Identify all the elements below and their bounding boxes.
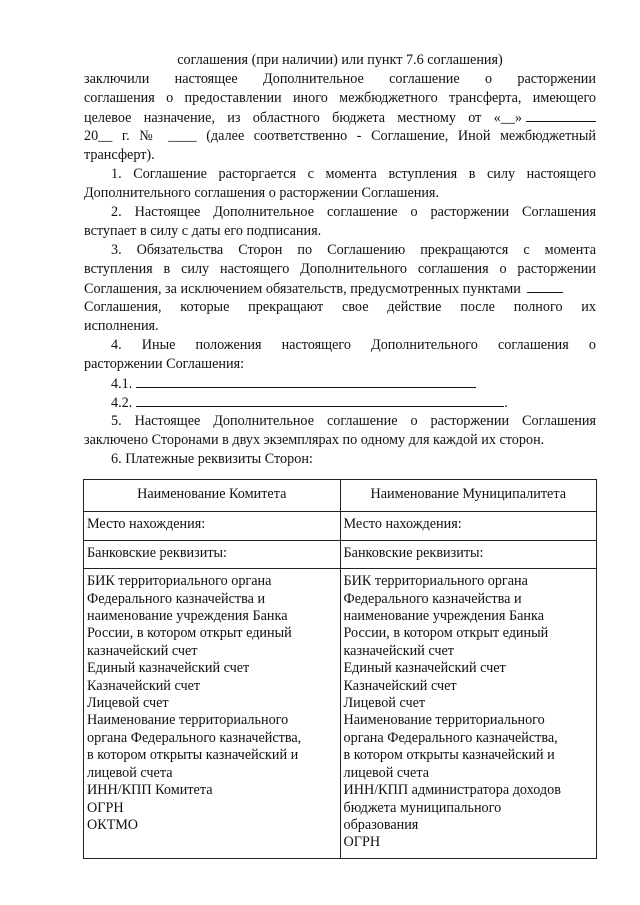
text-line-5: 20__ г. № ____ (далее соответственно - Соглашение, Иной межбюджетный bbox=[84, 128, 596, 144]
fill-blank-4-2 bbox=[136, 394, 504, 407]
text-line-4-text: целевое назначение, из областного бюджета местному от «__» bbox=[84, 110, 522, 126]
text-line-6: трансферт). bbox=[84, 147, 155, 163]
municipality-detail-line: бюджета муниципального bbox=[343, 799, 502, 816]
clause-2-line-2: вступает в силу с даты его подписания. bbox=[84, 223, 322, 239]
municipality-detail-line: Единый казначейский счет bbox=[343, 660, 506, 677]
clause-5-line-1: 5. Настоящее Дополнительное соглашение о расторжении Соглашения bbox=[111, 413, 596, 429]
table-row-location bbox=[84, 512, 597, 540]
clause-5-line-2: заключено Сторонами в двух экземплярах по одному для каждой их сторон. bbox=[84, 432, 545, 448]
table-row-header bbox=[84, 480, 597, 512]
municipality-detail-line: Федерального казначейства и bbox=[343, 590, 522, 607]
committee-location: Место нахождения: bbox=[84, 512, 341, 540]
committee-detail-line: ОКТМО bbox=[87, 816, 139, 833]
fill-blank-4-1 bbox=[136, 375, 476, 388]
committee-detail-line: лицевой счета bbox=[87, 764, 173, 781]
clause-3-line-4: Соглашения, которые прекращают свое действие после полного их bbox=[84, 299, 596, 315]
header-municipality: Наименование Муниципалитета bbox=[340, 480, 597, 512]
clause-3-line-5: исполнения. bbox=[84, 318, 159, 334]
committee-detail-line: Лицевой счет bbox=[87, 695, 169, 712]
committee-detail-line: БИК территориального органа bbox=[87, 573, 272, 590]
clause-1-line-1: 1. Соглашение расторгается с момента вступления в силу настоящего bbox=[111, 166, 596, 182]
clause-4-2-label: 4.2. bbox=[111, 395, 133, 411]
committee-detail-line: органа Федерального казначейства, bbox=[87, 729, 302, 746]
municipality-detail-line: наименование учреждения Банка bbox=[343, 608, 544, 625]
municipality-location: Место нахождения: bbox=[340, 512, 597, 540]
committee-detail-line: Наименование территориального bbox=[87, 712, 289, 729]
municipality-details bbox=[340, 569, 597, 859]
committee-detail-line: наименование учреждения Банка bbox=[87, 608, 288, 625]
clause-3-line-1: 3. Обязательства Сторон по Соглашению прекращаются с момента bbox=[111, 242, 596, 258]
committee-bank: Банковские реквизиты: bbox=[84, 540, 341, 568]
committee-details bbox=[84, 569, 341, 859]
clause-4-line-2: расторжении Соглашения: bbox=[84, 356, 245, 372]
committee-detail-line: Единый казначейский счет bbox=[87, 660, 250, 677]
text-line-1: соглашения (при наличии) или пункт 7.6 соглашения) bbox=[177, 52, 503, 68]
municipality-detail-line: Казначейский счет bbox=[343, 677, 457, 694]
municipality-detail-line: казначейский счет bbox=[343, 642, 454, 659]
municipality-bank: Банковские реквизиты: bbox=[340, 540, 597, 568]
clause-2-line-1: 2. Настоящее Дополнительное соглашение о расторжении Соглашения bbox=[111, 204, 596, 220]
clause-4-1 bbox=[111, 375, 596, 393]
committee-detail-line: в котором открыты казначейский и bbox=[87, 747, 299, 764]
committee-detail-line: ИНН/КПП Комитета bbox=[87, 782, 213, 799]
committee-detail-line: ОГРН bbox=[87, 799, 124, 816]
municipality-detail-line: Наименование территориального bbox=[343, 712, 545, 729]
municipality-detail-line: лицевой счета bbox=[343, 764, 430, 781]
municipality-detail-line: Лицевой счет bbox=[343, 695, 426, 712]
clause-4-line-1: 4. Иные положения настоящего Дополнительного соглашения о bbox=[111, 337, 596, 353]
text-line-4 bbox=[84, 109, 596, 127]
header-committee: Наименование Комитета bbox=[84, 480, 341, 512]
committee-detail-line: Казначейский счет bbox=[87, 677, 201, 694]
table-row-bank bbox=[84, 540, 597, 568]
committee-detail-line: казначейский счет bbox=[87, 642, 198, 659]
text-line-2: заключили настоящее Дополнительное соглашение о расторжении bbox=[84, 71, 596, 87]
municipality-detail-line: в котором открыты казначейский и bbox=[343, 747, 555, 764]
clause-4-2 bbox=[111, 394, 596, 412]
fill-blank-points bbox=[527, 280, 563, 293]
committee-detail-line: России, в котором открыт единый bbox=[87, 625, 292, 642]
clause-1-line-2: Дополнительного соглашения о расторжении Соглашения. bbox=[84, 185, 439, 201]
fill-blank-date bbox=[526, 109, 596, 122]
clause-6: 6. Платежные реквизиты Сторон: bbox=[111, 451, 313, 467]
text-line-3: соглашения о предоставлении иного межбюджетного трансферта, имеющего bbox=[84, 90, 596, 106]
municipality-detail-line: ОГРН bbox=[343, 834, 381, 851]
municipality-detail-line: России, в котором открыт единый bbox=[343, 625, 549, 642]
municipality-detail-line: ИНН/КПП администратора доходов bbox=[343, 782, 561, 799]
municipality-detail-line: органа Федерального казначейства, bbox=[343, 729, 558, 746]
clause-3-line-3 bbox=[84, 280, 596, 298]
committee-detail-line: Федерального казначейства и bbox=[87, 590, 266, 607]
municipality-detail-line: БИК территориального органа bbox=[343, 573, 528, 590]
clause-4-1-label: 4.1. bbox=[111, 376, 133, 392]
clause-3-line-2: вступления в силу настоящего Дополнительного соглашения о расторжении bbox=[84, 261, 596, 277]
requisites-table bbox=[83, 479, 597, 859]
table-row-details bbox=[84, 569, 597, 859]
municipality-detail-line: образования bbox=[343, 816, 419, 833]
clause-4-2-end: . bbox=[504, 395, 508, 411]
clause-3-line-3-text: Соглашения, за исключением обязательств, предусмотренных пунктами bbox=[84, 281, 521, 297]
